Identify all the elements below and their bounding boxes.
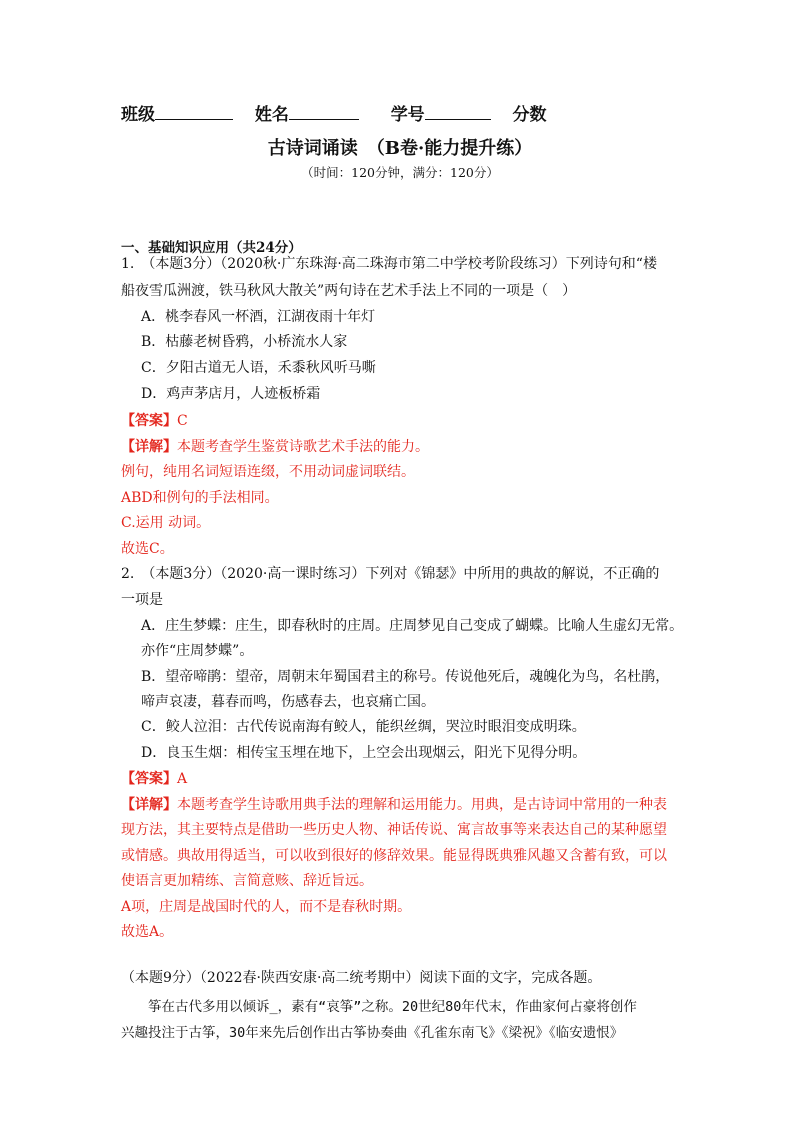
answer-tag: 【答案】 — [121, 771, 177, 787]
q1-detail-line2: 例句，纯用名词短语连缀，不用动词虚词联结。 — [121, 464, 415, 480]
q1-stem-line1: 1. （本题3分）（2020秋·广东珠海·高二珠海市第二中学校考阶段练习）下列诗句和“楼 — [121, 256, 657, 272]
q2-stem-line1: 2. （本题3分）（2020·高一课时练习）下列对《锦瑟》中所用的典故的解说，不正确的 — [121, 566, 660, 582]
score-label: 分数 — [512, 105, 547, 125]
page-subtitle: （时间：120分钟，满分：120分） — [301, 165, 499, 180]
q2-detail-line4: 使语言更加精练、言简意赅、辞近旨远。 — [121, 873, 373, 889]
q2-option-d: D．良玉生烟：相传宝玉埋在地下，上空会出现烟云，阳光下见得分明。 — [141, 745, 587, 761]
q2-detail-line3: 或情感。典故用得适当，可以收到很好的修辞效果。能显得既典雅风趣又含蓄有致，可以 — [121, 848, 667, 864]
q2-detail-line5: A项，庄周是战国时代的人，而不是春秋时期。 — [121, 899, 412, 915]
section-heading: 一、基础知识应用（共24分） — [121, 240, 302, 256]
q2-option-a-cont: 亦作“庄周梦蝶”。 — [141, 643, 254, 659]
q2-answer — [121, 768, 187, 788]
class-blank — [155, 105, 233, 120]
answer-value: C — [177, 413, 188, 429]
q1-option-c: C．夕阳古道无人语，禾黍秋风听马嘶 — [141, 360, 376, 376]
q2-option-a: A．庄生梦蝶：庄生，即春秋时的庄周。庄周梦见自己变成了蝴蝶。比喻人生虚幻无常。 — [141, 618, 684, 634]
id-label: 学号 — [390, 105, 425, 125]
q2-detail-line6: 故选A。 — [121, 924, 174, 940]
q1-detail-line5: 故选C。 — [121, 541, 174, 557]
name-blank — [289, 105, 359, 120]
q1-stem-line2: 船夜雪瓜洲渡，铁马秋风大散关”两句诗在艺术手法上不同的一项是（ ） — [121, 283, 577, 299]
q1-detail-line1 — [121, 436, 429, 456]
q2-detail-line2: 现方法，其主要特点是借助一些历史人物、神话传说、寓言故事等来表达自己的某种愿望 — [121, 822, 667, 838]
q1-answer — [121, 410, 188, 430]
q3-passage-line2: 兴趣投注于古筝，30年来先后创作出古筝协奏曲《孔雀东南飞》《梁祝》《临安遗恨》 — [121, 1025, 624, 1041]
q1-option-a: A．桃李春风一杯酒，江湖夜雨十年灯 — [141, 309, 376, 325]
answer-value: A — [177, 771, 188, 787]
q1-detail-line4: C.运用 动词。 — [121, 515, 211, 531]
q2-option-b: B．望帝啼鹃：望帝，周朝末年蜀国君主的称号。传说他死后，魂魄化为鸟，名杜鹃， — [141, 669, 670, 685]
detail-tag: 【详解】 — [121, 439, 177, 455]
q1-option-d: D．鸡声茅店月，人迹板桥霜 — [141, 386, 321, 402]
q2-detail-line1 — [121, 794, 667, 814]
q1-option-b: B．枯藤老树昏鸦，小桥流水人家 — [141, 334, 348, 350]
page-title: 古诗词诵读 （B卷·能力提升练） — [267, 138, 533, 159]
q2-option-c: C．鲛人泣泪：古代传说南海有鲛人，能织丝绸，哭泣时眼泪变成明珠。 — [141, 719, 586, 735]
class-label: 班级 — [121, 105, 155, 125]
q3-passage-line1: 筝在古代多用以倾诉_，素有“哀筝”之称。20世纪80年代末，作曲家何占豪将创作 — [121, 999, 637, 1015]
id-blank — [425, 105, 491, 120]
q2-option-b-cont: 啼声哀凄，暮春而鸣，伤感春去，也哀痛亡国。 — [141, 694, 435, 710]
q2-stem-line2: 一项是 — [121, 592, 163, 608]
detail-text: 本题考查学生鉴赏诗歌艺术手法的能力。 — [177, 439, 429, 455]
answer-tag: 【答案】 — [121, 413, 177, 429]
detail-text: 本题考查学生诗歌用典手法的理解和运用能力。用典，是古诗词中常用的一种表 — [177, 797, 667, 813]
q1-detail-line3: ABD和例句的手法相同。 — [121, 490, 279, 506]
name-label: 姓名 — [254, 105, 289, 125]
student-info-line — [121, 100, 547, 125]
detail-tag: 【详解】 — [121, 797, 177, 813]
q3-stem: （本题9分）（2022春·陕西安康·高二统考期中）阅读下面的文字，完成各题。 — [121, 970, 602, 986]
